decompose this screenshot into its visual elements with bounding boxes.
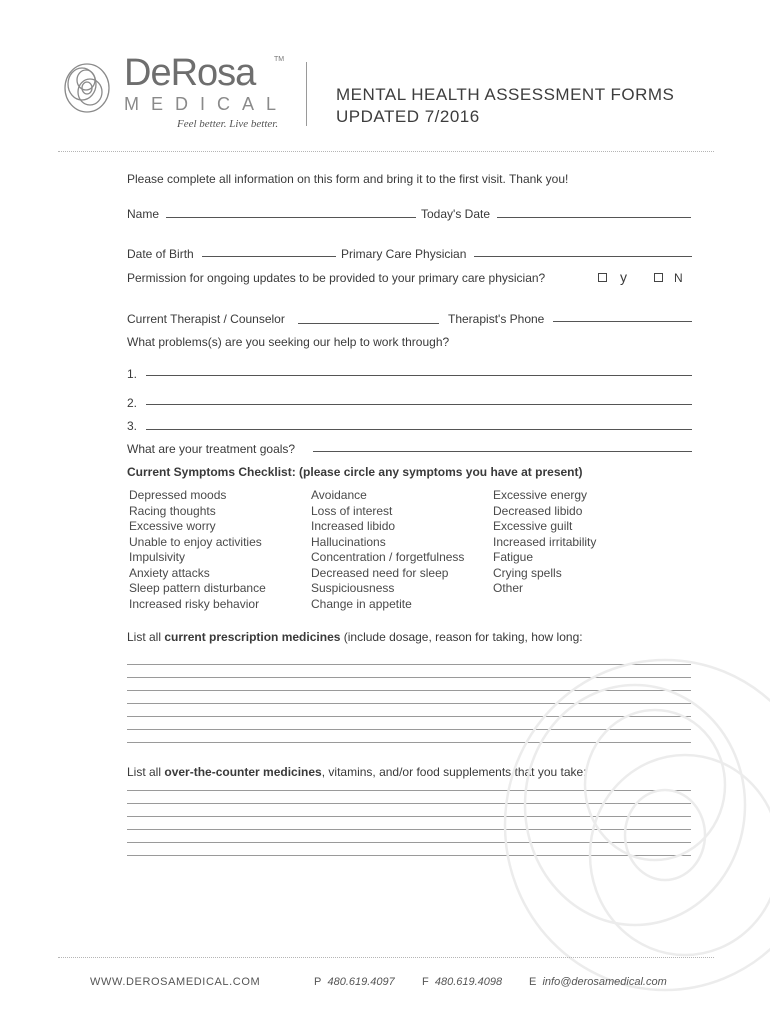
- permission-no-label: N: [674, 271, 683, 285]
- goals-field[interactable]: [313, 451, 692, 452]
- symptom-item[interactable]: Hallucinations: [311, 534, 386, 549]
- problem-number-3: 3.: [127, 419, 138, 433]
- problems-label: What problems(s) are you seeking our help to work through?: [127, 335, 450, 349]
- therapist-field[interactable]: [298, 323, 439, 324]
- footer-fax-label: F: [422, 976, 429, 988]
- logo-tagline: Feel better. Live better.: [177, 118, 279, 130]
- symptoms-column-1: [129, 488, 266, 612]
- title-line-2: UPDATED 7/2016: [336, 107, 480, 126]
- name-field[interactable]: [166, 217, 416, 218]
- pcp-label: Primary Care Physician: [341, 247, 467, 261]
- intro-text: Please complete all information on this form and bring it to the first visit. Thank you!: [127, 172, 569, 186]
- symptom-item[interactable]: Decreased libido: [493, 503, 583, 518]
- symptom-item[interactable]: Decreased need for sleep: [311, 565, 449, 580]
- otc-label-prefix: List all: [127, 765, 165, 779]
- symptom-item[interactable]: Change in appetite: [311, 596, 412, 611]
- symptom-item[interactable]: Suspiciousness: [311, 581, 395, 595]
- symptom-item[interactable]: Loss of interest: [311, 503, 393, 518]
- otc-label-bold: over-the-counter medicines: [164, 765, 322, 779]
- problem-field-1[interactable]: [146, 375, 692, 376]
- checklist-title: Current Symptoms Checklist: (please circle any symptoms you have at present): [127, 465, 583, 479]
- problem-number-1: 1.: [127, 367, 138, 381]
- footer-phone: [314, 976, 395, 988]
- symptom-item[interactable]: Excessive energy: [493, 488, 588, 502]
- symptom-item[interactable]: Impulsivity: [129, 550, 186, 564]
- symptom-item[interactable]: Excessive guilt: [493, 519, 573, 533]
- symptom-item[interactable]: Unable to enjoy activities: [129, 534, 262, 549]
- document-title: [336, 84, 674, 128]
- otc-label-suffix: , vitamins, and/or food supplements that you take:: [321, 765, 587, 779]
- todays-date-label: Today's Date: [421, 207, 490, 221]
- symptom-item[interactable]: Excessive worry: [129, 519, 216, 533]
- symptom-item[interactable]: Other: [493, 581, 524, 595]
- symptom-item[interactable]: Increased risky behavior: [129, 596, 260, 611]
- problem-field-3[interactable]: [146, 429, 692, 430]
- footer-phone-label: P: [314, 976, 322, 988]
- permission-no-checkbox[interactable]: [654, 273, 663, 282]
- logo-name: DeRosa: [124, 52, 256, 94]
- permission-yes-checkbox[interactable]: [598, 273, 607, 282]
- therapist-label: Current Therapist / Counselor: [127, 312, 285, 326]
- problem-number-2: 2.: [127, 396, 138, 410]
- rx-label-bold: current prescription medicines: [164, 630, 341, 644]
- dob-label: Date of Birth: [127, 247, 194, 261]
- todays-date-field[interactable]: [497, 217, 691, 218]
- footer-phone-number[interactable]: 480.619.4097: [327, 976, 395, 988]
- symptom-item[interactable]: Crying spells: [493, 565, 562, 580]
- symptom-item[interactable]: Sleep pattern disturbance: [129, 581, 266, 595]
- symptom-item[interactable]: Depressed moods: [129, 488, 227, 502]
- footer-website[interactable]: WWW.DEROSAMEDICAL.COM: [90, 976, 261, 988]
- title-line-1: MENTAL HEALTH ASSESSMENT FORMS: [336, 85, 675, 104]
- footer-fax: [422, 976, 502, 988]
- rx-label-suffix: (include dosage, reason for taking, how long:: [340, 630, 583, 644]
- bottom-dotted-divider: [58, 957, 714, 958]
- name-label: Name: [127, 207, 160, 221]
- symptom-item[interactable]: Increased irritability: [493, 534, 597, 549]
- header-divider: [306, 62, 307, 126]
- permission-label: Permission for ongoing updates to be provided to your primary care physician?: [127, 271, 546, 285]
- logo-trademark: TM: [274, 56, 285, 63]
- symptoms-column-2: [311, 488, 464, 612]
- logo-medical: MEDICAL: [124, 94, 289, 114]
- symptom-item[interactable]: Concentration / forgetfulness: [311, 550, 465, 564]
- problem-field-2[interactable]: [146, 404, 692, 405]
- symptoms-column-3: [493, 488, 596, 597]
- goals-label: What are your treatment goals?: [127, 442, 296, 456]
- footer-email-address[interactable]: info@derosamedical.com: [542, 976, 667, 988]
- permission-yes-label: y: [620, 269, 627, 285]
- symptom-item[interactable]: Anxiety attacks: [129, 565, 210, 580]
- symptom-item[interactable]: Avoidance: [311, 488, 367, 502]
- footer-email: [529, 976, 667, 988]
- symptom-item[interactable]: Racing thoughts: [129, 503, 216, 518]
- symptom-item[interactable]: Fatigue: [493, 550, 534, 564]
- watermark-logo-icon: [495, 655, 770, 995]
- pcp-field[interactable]: [474, 256, 692, 257]
- top-dotted-divider: [58, 151, 714, 152]
- footer-fax-number: 480.619.4098: [434, 976, 503, 988]
- symptom-item[interactable]: Increased libido: [311, 519, 396, 533]
- dob-field[interactable]: [202, 256, 336, 257]
- therapist-phone-label: Therapist's Phone: [448, 312, 545, 326]
- therapist-phone-field[interactable]: [553, 321, 692, 322]
- footer-email-label: E: [529, 976, 537, 988]
- rx-label-prefix: List all: [127, 630, 165, 644]
- derosa-logo-icon: [60, 58, 114, 118]
- rx-label: [127, 630, 583, 644]
